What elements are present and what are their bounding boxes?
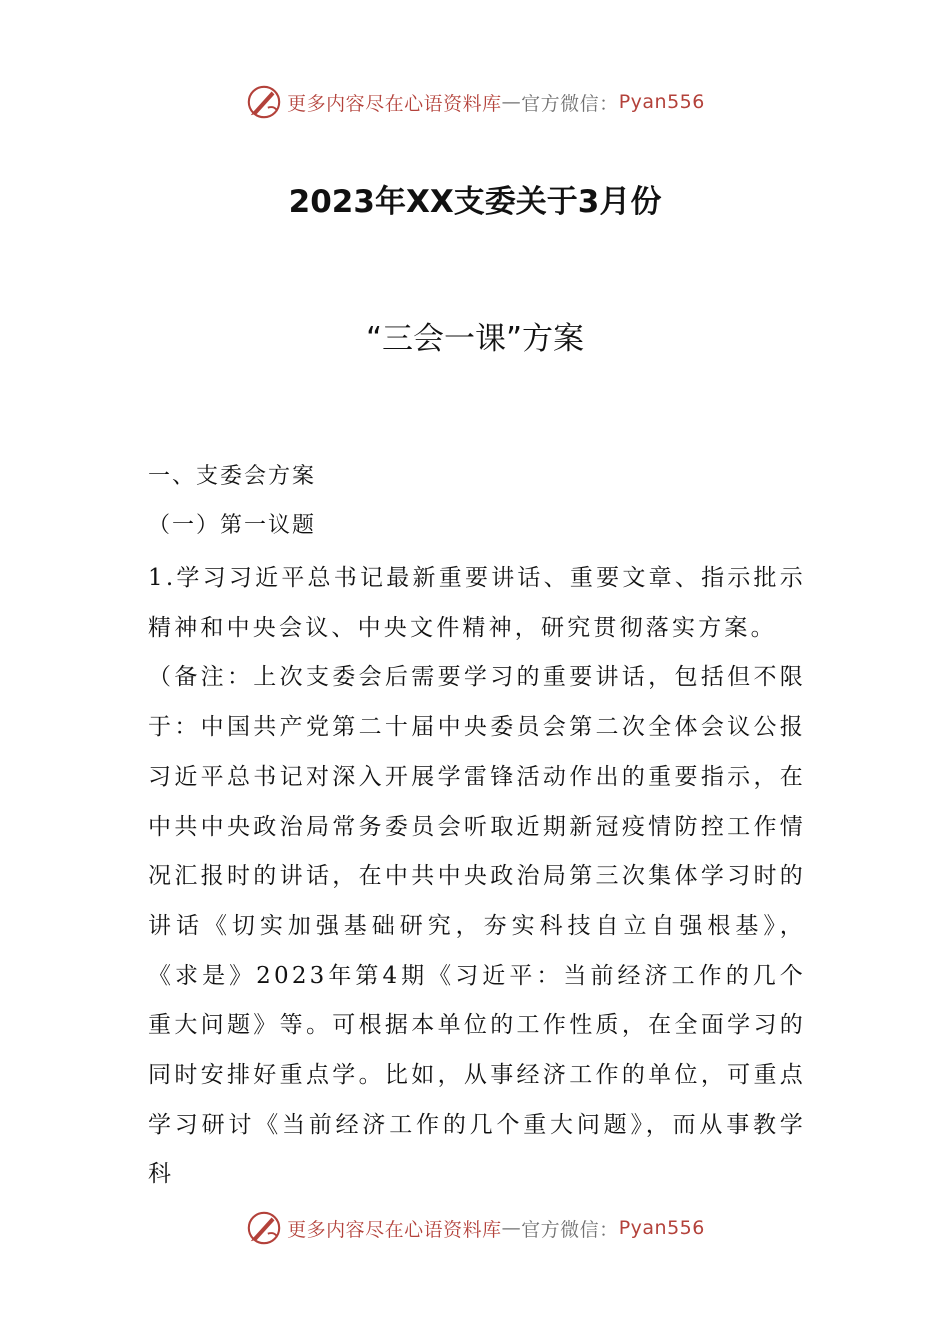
watermark-id: Pyan556 — [618, 1217, 705, 1239]
watermark-main-text: 更多内容尽在心语资料库 — [287, 92, 502, 115]
watermark-separator: — — [501, 1217, 522, 1239]
section-heading: 一、支委会方案 — [148, 464, 317, 489]
document-body — [148, 554, 806, 1200]
pen-logo-icon — [245, 83, 283, 121]
body-paragraph-1: 1.学习习近平总书记最新重要讲话、重要文章、指示批示精神和中央会议、中央文件精神，研究贯彻落实方案。 — [148, 565, 806, 641]
document-title-line2: “三会一课”方案 — [365, 321, 585, 357]
watermark-banner-top — [0, 82, 950, 122]
document-title-line1: 2023年XX支委关于3月份 — [288, 184, 662, 220]
watermark-banner-bottom — [0, 1208, 950, 1248]
body-paragraph-2: （备注：上次支委会后需要学习的重要讲话，包括但不限于：中国共产党第二十届中央委员会第二次全体会议公报习近平总书记对深入开展学雷锋活动作出的重要指示，在中共中央政治局常务委员会听取近期新冠疫情防控工作情况汇报时的讲话，在中共中央政治局第三次集体学习时的讲话《切实加强基础研究，夯实科技自立自强根基》，《求是》2023年第4期《习近平：当前经济工作的几个重大问题》等。可根据本单位的工作性质，在全面学习的同时安排好重点学。比如，从事经济工作的单位，可重点学习研讨《当前经济工作的几个重大问题》，而从事教学科 — [148, 664, 806, 1188]
pen-logo-icon — [245, 1209, 283, 1247]
watermark-id: Pyan556 — [618, 91, 705, 113]
watermark-sub-text: 官方微信： — [521, 1218, 619, 1241]
watermark-separator: — — [501, 91, 522, 113]
watermark-main-text: 更多内容尽在心语资料库 — [287, 1218, 502, 1241]
subsection-heading: （一）第一议题 — [148, 513, 317, 538]
watermark-sub-text: 官方微信： — [521, 92, 619, 115]
